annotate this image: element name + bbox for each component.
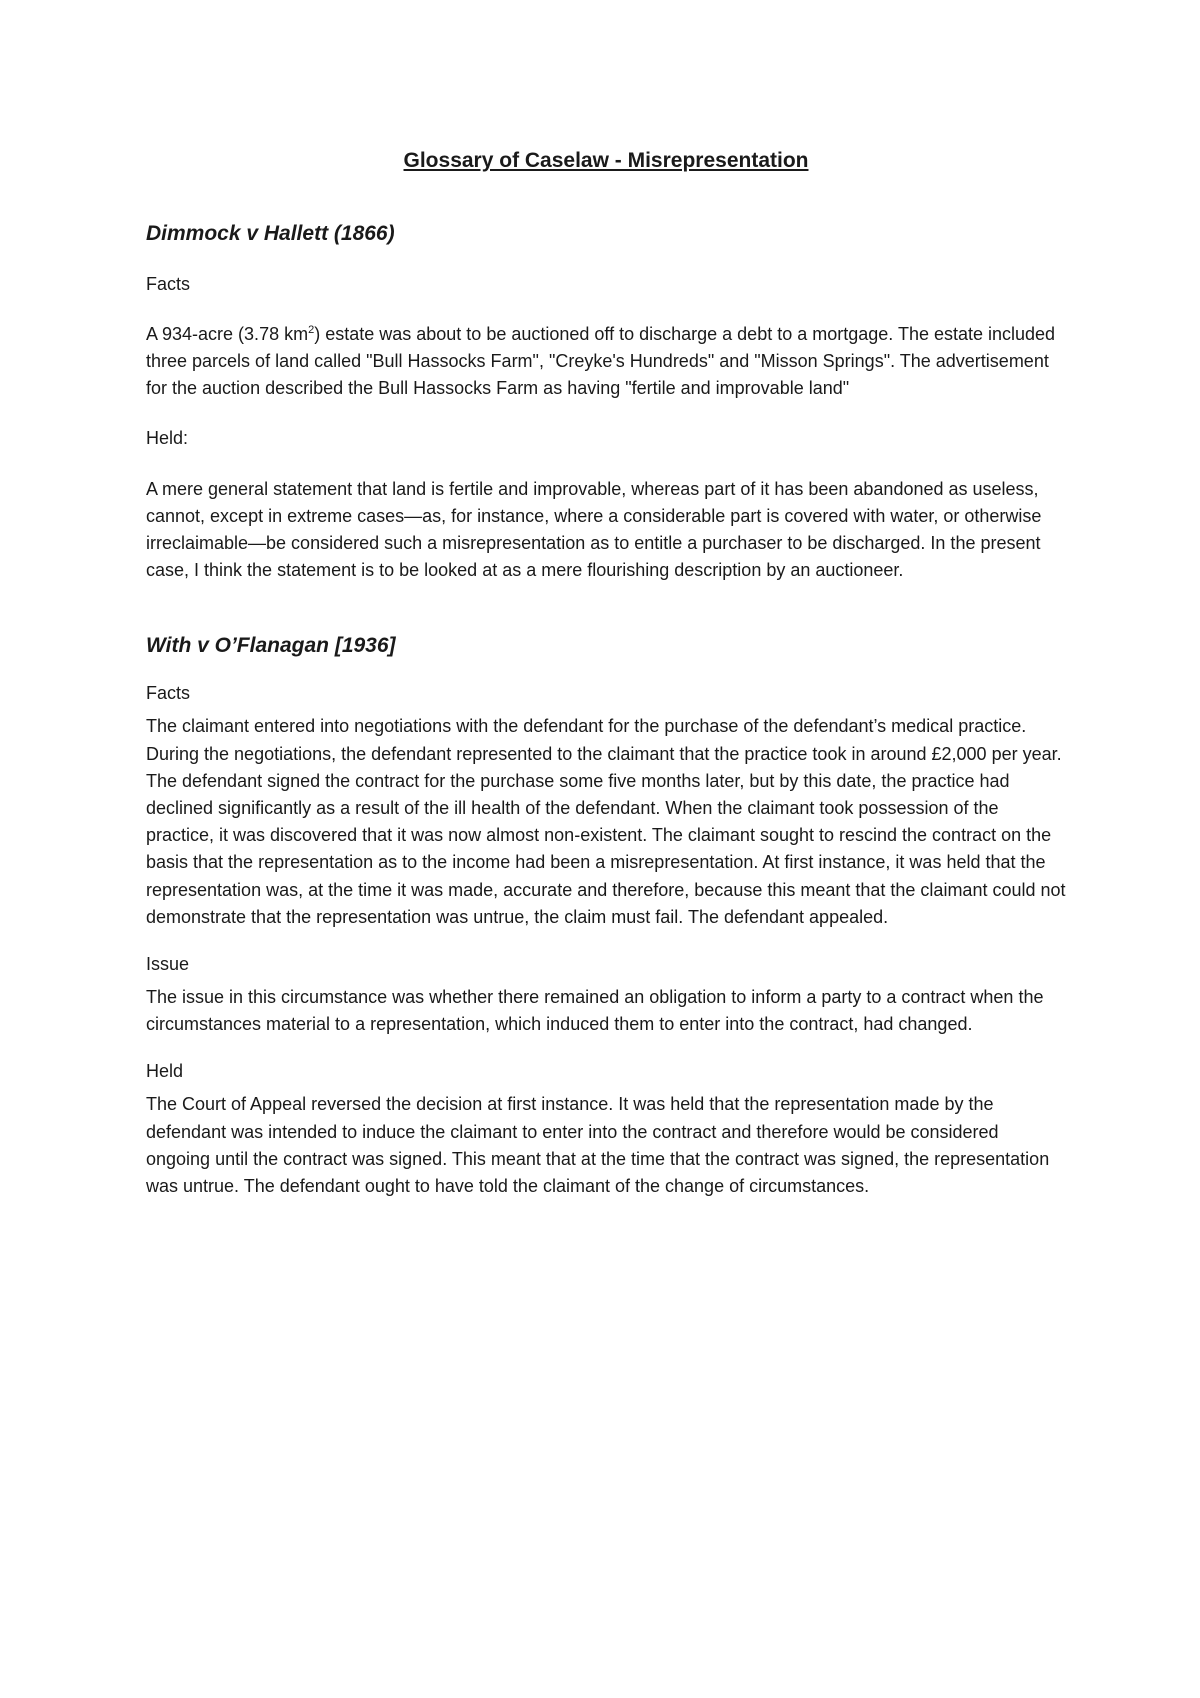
superscript-exponent: 2 xyxy=(308,324,315,336)
case-heading: Dimmock v Hallett (1866) xyxy=(146,222,395,245)
facts-text-start: A 934-acre (3.78 km xyxy=(146,324,309,344)
held-paragraph: A mere general statement that land is fertile and improvable, whereas part of it has been abandoned as useless, cannot, except in extreme cases—as, for instance, where a considerable part is covered with water, or otherwise irreclaimable—be considered such a misrepresentation as to entitle a purchaser to be discharged. In the present case, I think the statement is to be looked at as a mere flourishing description by an auctioneer. xyxy=(146,478,1042,581)
case-dimmock-v-hallett xyxy=(146,220,1066,584)
facts-paragraph xyxy=(146,321,1066,403)
issue-paragraph: The issue in this circumstance was whether there remained an obligation to inform a party to a contract when the circumstances material to a representation, which induced them to enter into the contract, had changed. xyxy=(146,987,1044,1035)
held-label: Held: xyxy=(146,427,189,448)
case-with-v-oflanagan xyxy=(146,632,1066,1200)
case-heading: With v O’Flanagan [1936] xyxy=(146,634,396,658)
facts-label: Facts xyxy=(146,683,191,704)
facts-paragraph: The claimant entered into negotiations with the defendant for the purchase of the defendant’s medical practice. During the negotiations, the defendant represented to the claimant that the practice took in around £2,000 per year. The defendant signed the contract for the purchase some five months later, but by this date, the practice had declined significantly as a result of the ill health of the defendant. When the claimant took possession of the practice, it was discovered that it was now almost non-existent. The claimant sought to rescind the contract on the basis that the representation as to the income had been a misrepresentation. At first instance, it was held that the representation was, at the time it was made, accurate and therefore, because this meant that the claimant could not demonstrate that the representation was untrue, the claim must fail. The defendant appealed. xyxy=(146,716,1066,927)
held-paragraph: The Court of Appeal reversed the decision at first instance. It was held that the representation made by the defendant was intended to induce the claimant to enter into the contract and therefore would be considered ongoing until the contract was signed. This meant that at the time that the contract was signed, the representation was untrue. The defendant ought to have told the claimant of the change of circumstances. xyxy=(146,1094,1050,1197)
issue-label: Issue xyxy=(146,954,190,975)
document-body xyxy=(146,148,1066,1200)
facts-label: Facts xyxy=(146,274,191,294)
facts-text-end: ) estate was about to be auctioned off to discharge a debt to a mortgage. The estate included three parcels of land called "Bull Hassocks Farm", "Creyke's Hundreds" and "Misson Springs". The advertisement for the auction described the Bull Hassocks Farm as having "fertile and improvable land" xyxy=(146,324,1056,399)
document-title: Glossary of Caselaw - Misrepresentation xyxy=(403,149,809,172)
held-label: Held xyxy=(146,1061,184,1082)
